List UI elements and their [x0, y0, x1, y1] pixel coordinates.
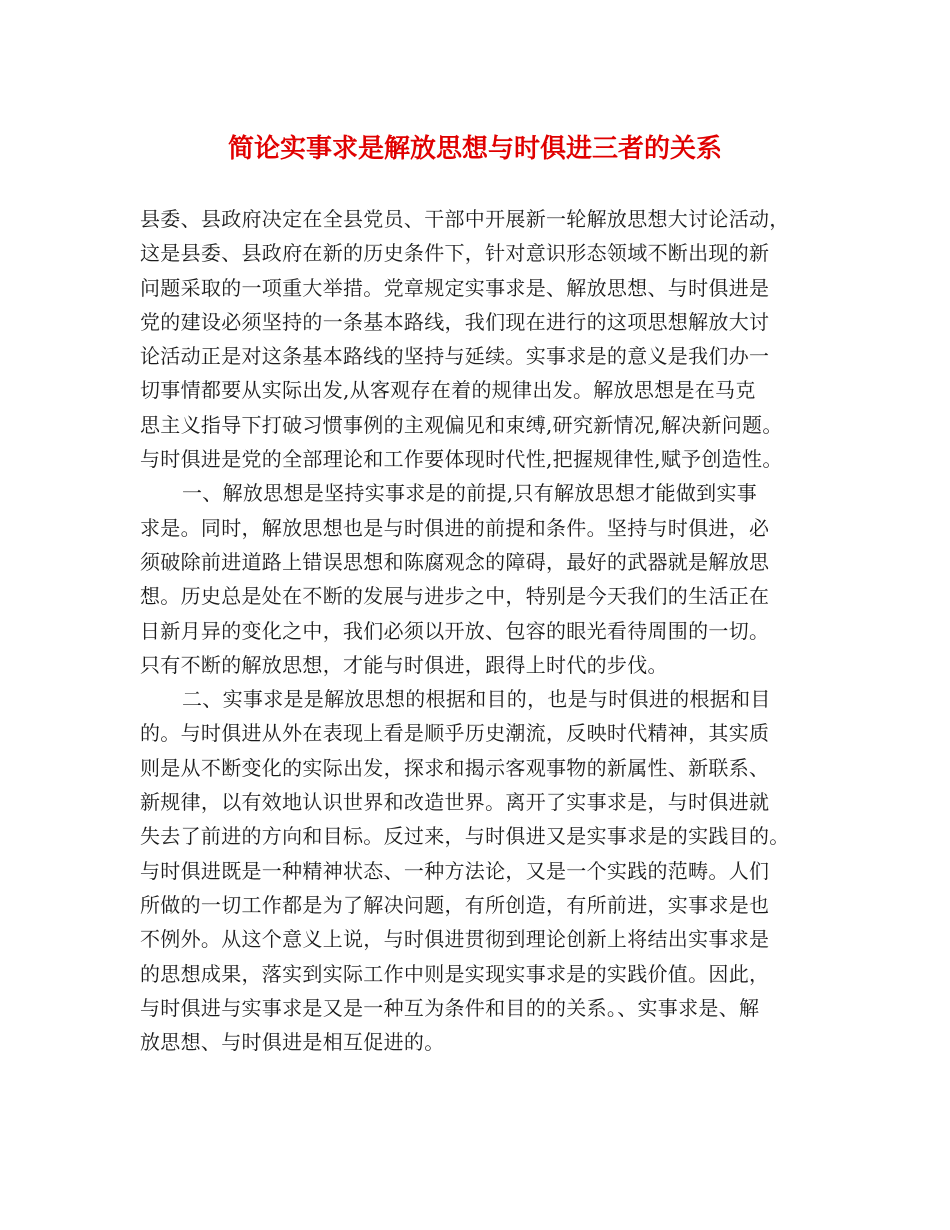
text-line: 思主义指导下打破习惯事例的主观偏见和束缚,研究新情况,解决新问题。: [140, 412, 783, 437]
text-line: 所做的一切工作都是为了解决问题，有所创造，有所前进，实事求是也: [140, 892, 770, 917]
text-line: 这是县委、县政府在新的历史条件下，针对意识形态领域不断出现的新: [140, 241, 770, 266]
text-line: 与时俱进既是一种精神状态、一种方法论，又是一个实践的范畴。人们: [140, 858, 770, 883]
text-line: 不例外。从这个意义上说，与时俱进贯彻到理论创新上将结出实事求是: [140, 927, 770, 952]
text-line: 放思想、与时俱进是相互促进的。: [140, 1030, 445, 1055]
text-line: 须破除前进道路上错误思想和陈腐观念的障碍，最好的武器就是解放思: [140, 549, 770, 574]
paragraph-2-first-line: 二、实事求是是解放思想的根据和目的，也是与时俱进的根据和目: [182, 687, 771, 712]
text-line: 与时俱进与实事求是又是一种互为条件和目的的关系。、实事求是、解: [140, 995, 760, 1020]
text-line: 与时俱进是党的全部理论和工作要体现时代性,把握规律性,赋予创造性。: [140, 447, 783, 472]
text-line: 的。与时俱进从外在表现上看是顺乎历史潮流，反映时代精神，其实质: [140, 721, 770, 746]
text-line: 则是从不断变化的实际出发，探求和揭示客观事物的新属性、新联系、: [140, 755, 770, 780]
text-line: 党的建设必须坚持的一条基本路线，我们现在进行的这项思想解放大讨: [140, 309, 770, 334]
text-line: 失去了前进的方向和目标。反过来，与时俱进又是实事求是的实践目的。: [140, 824, 790, 849]
text-line: 新规律，以有效地认识世界和改造世界。离开了实事求是，与时俱进就: [140, 790, 770, 815]
document-body: [140, 202, 840, 1059]
text-line: 问题采取的一项重大举措。党章规定实事求是、解放思想、与时俱进是: [140, 275, 770, 300]
text-line: 求是。同时，解放思想也是与时俱进的前提和条件。坚持与时俱进，必: [140, 515, 770, 540]
text-line: 县委、县政府决定在全县党员、干部中开展新一轮解放思想大讨论活动，: [140, 207, 790, 231]
text-line: 论活动正是对这条基本路线的坚持与延续。实事求是的意义是我们办一: [140, 344, 770, 369]
paragraph-1-first-line: 一、解放思想是坚持实事求是的前提,只有解放思想才能做到实事: [182, 481, 758, 506]
text-line: 想。历史总是处在不断的发展与进步之中，特别是今天我们的生活正在: [140, 584, 770, 609]
text-line: 的思想成果，落实到实际工作中则是实现实事求是的实践价值。因此，: [140, 961, 770, 986]
text-line: 只有不断的解放思想，才能与时俱进，跟得上时代的步伐。: [140, 652, 668, 677]
text-line: 切事情都要从实际出发,从客观存在着的规律出发。解放思想是在马克: [140, 378, 756, 403]
text-line: 日新月异的变化之中，我们必须以开放、包容的眼光看待周围的一切。: [140, 618, 770, 643]
document-title: 简论实事求是解放思想与时俱进三者的关系: [227, 134, 722, 164]
